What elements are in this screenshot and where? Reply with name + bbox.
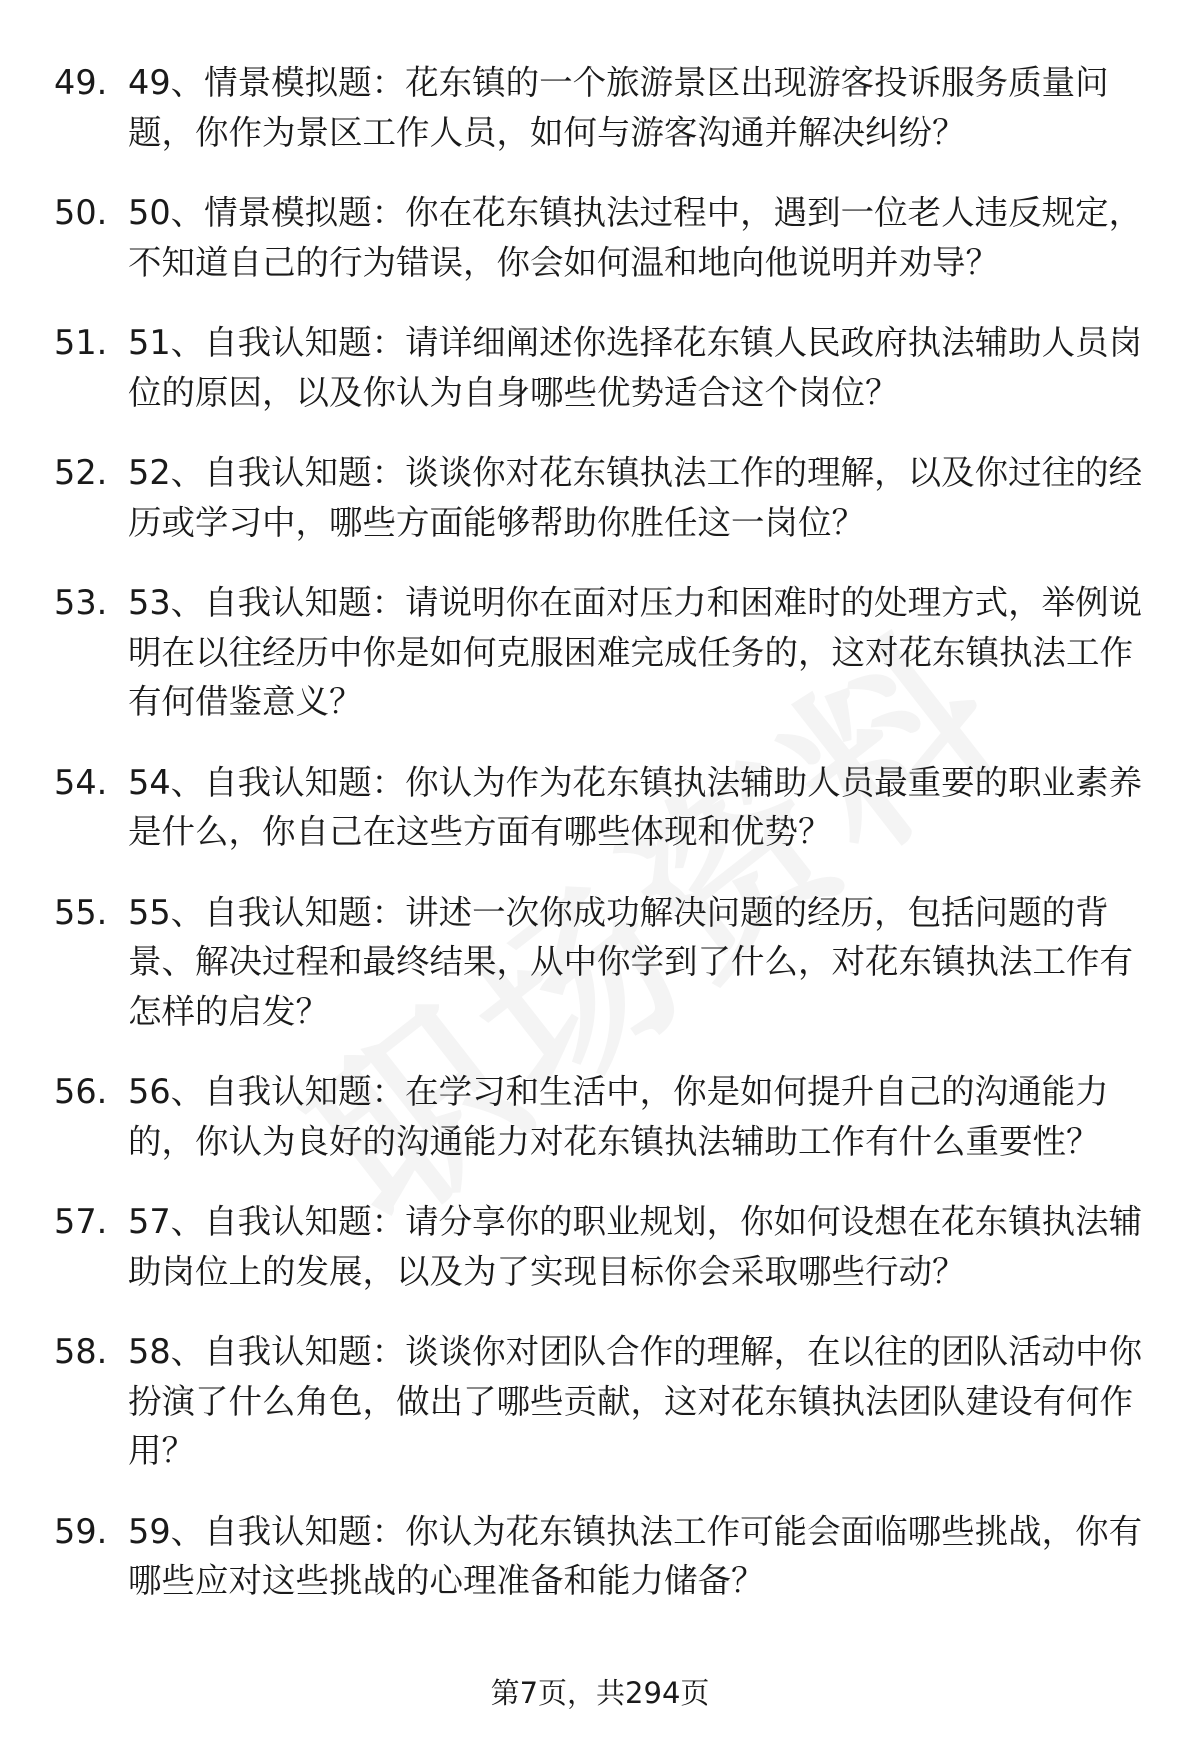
page-footer xyxy=(0,1673,1200,1713)
question-text: 52、自我认知题：谈谈你对花东镇执法工作的理解，以及你过往的经历或学习中，哪些方面能够帮助你胜任这一岗位？ xyxy=(128,453,1143,542)
list-number: 57. xyxy=(54,1202,108,1241)
list-item xyxy=(0,758,1200,857)
list-number: 53. xyxy=(54,583,108,622)
list-item xyxy=(0,58,1200,157)
list-number: 54. xyxy=(54,762,108,802)
list-item xyxy=(0,1067,1200,1166)
question-text: 53、自我认知题：请说明你在面对压力和困难时的处理方式，举例说明在以往经历中你是如何克服困难完成任务的，这对花东镇执法工作有何借鉴意义？ xyxy=(128,583,1143,721)
list-number: 59. xyxy=(54,1511,108,1551)
question-text: 54、自我认知题：你认为作为花东镇执法辅助人员最重要的职业素养是什么，你自己在这些方面有哪些体现和优势？ xyxy=(128,762,1143,851)
list-number: 52. xyxy=(54,453,108,492)
question-text: 49、情景模拟题：花东镇的一个旅游景区出现游客投诉服务质量问题，你作为景区工作人员，如何与游客沟通并解决纠纷？ xyxy=(128,63,1109,152)
question-list xyxy=(0,58,1200,1637)
list-item xyxy=(0,1507,1200,1606)
question-text: 59、自我认知题：你认为花东镇执法工作可能会面临哪些挑战，你有哪些应对这些挑战的心理准备和能力储备？ xyxy=(128,1511,1143,1600)
list-item xyxy=(0,1327,1200,1476)
question-text: 55、自我认知题：讲述一次你成功解决问题的经历，包括问题的背景、解决过程和最终结果，从中你学到了什么，对花东镇执法工作有怎样的启发？ xyxy=(128,892,1133,1031)
question-text: 58、自我认知题：谈谈你对团队合作的理解，在以往的团队活动中你扮演了什么角色，做出了哪些贡献，这对花东镇执法团队建设有何作用？ xyxy=(128,1332,1143,1470)
list-number: 55. xyxy=(54,892,108,932)
list-number: 56. xyxy=(54,1072,108,1111)
question-text: 56、自我认知题：在学习和生活中，你是如何提升自己的沟通能力的，你认为良好的沟通能力对花东镇执法辅助工作有什么重要性？ xyxy=(128,1072,1109,1161)
question-text: 51、自我认知题：请详细阐述你选择花东镇人民政府执法辅助人员岗位的原因，以及你认为自身哪些优势适合这个岗位？ xyxy=(128,323,1143,412)
question-text: 57、自我认知题：请分享你的职业规划，你如何设想在花东镇执法辅助岗位上的发展，以及为了实现目标你会采取哪些行动？ xyxy=(128,1202,1143,1291)
list-number: 50. xyxy=(54,193,108,232)
list-item xyxy=(0,578,1200,727)
list-item xyxy=(0,188,1200,287)
list-item xyxy=(0,888,1200,1037)
list-item xyxy=(0,318,1200,417)
list-item xyxy=(0,1197,1200,1296)
question-text: 50、情景模拟题：你在花东镇执法过程中，遇到一位老人违反规定，不知道自己的行为错误，你会如何温和地向他说明并劝导？ xyxy=(128,193,1143,282)
list-number: 49. xyxy=(54,63,108,102)
list-number: 58. xyxy=(54,1332,108,1371)
page-number: 第7页，共294页 xyxy=(490,1676,710,1710)
list-item xyxy=(0,448,1200,547)
list-number: 51. xyxy=(54,323,108,362)
